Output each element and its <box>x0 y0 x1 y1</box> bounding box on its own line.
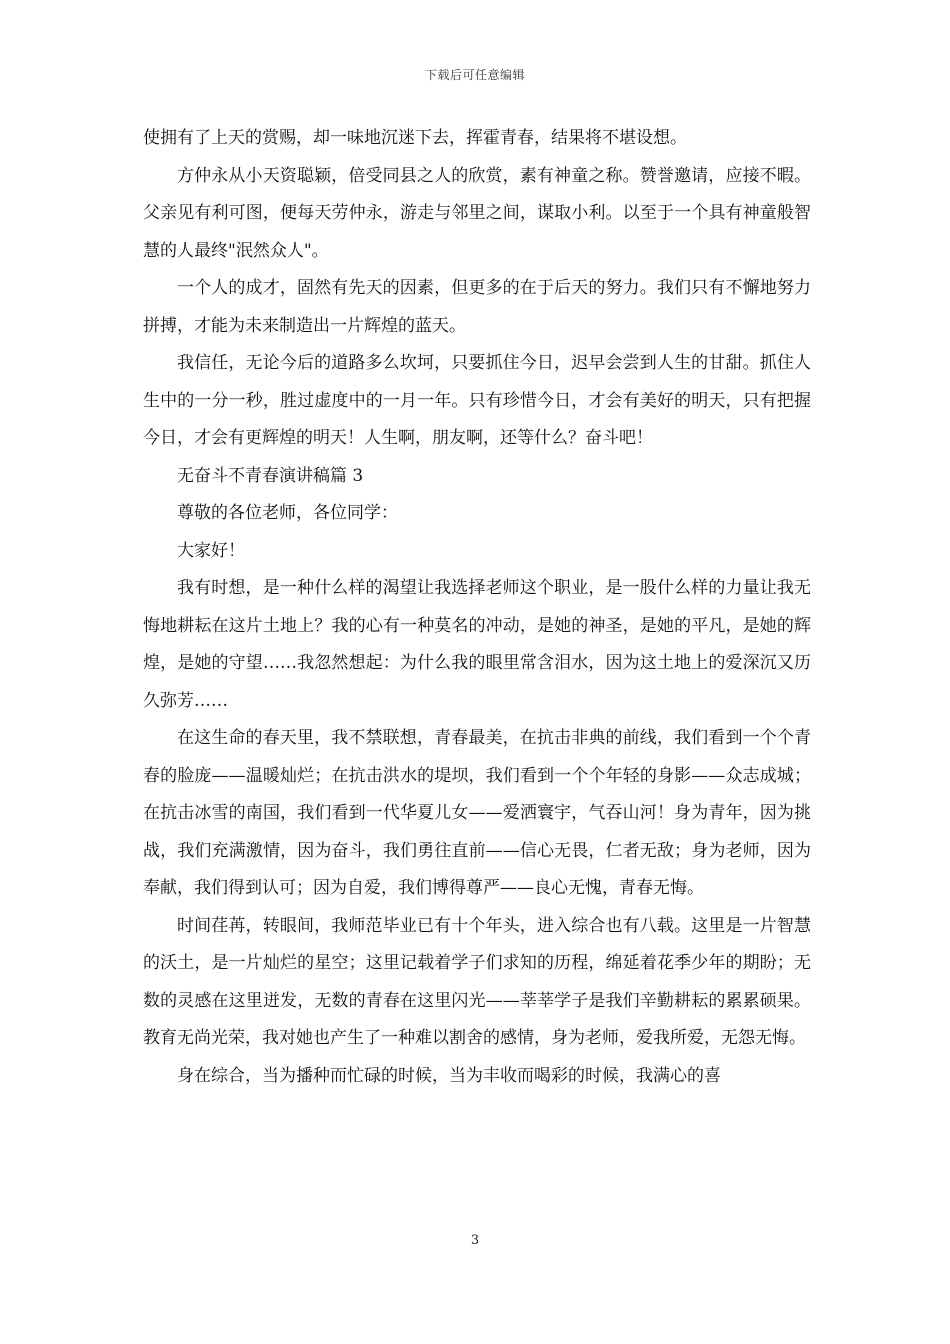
paragraph: 身在综合，当为播种而忙碌的时候，当为丰收而喝彩的时候，我满心的喜 <box>177 1065 721 1086</box>
page-number: 3 <box>470 1233 480 1248</box>
paragraph: 一个人的成才，固然有先天的因素，但更多的在于后天的努力。我们只有不懈地努力拼搏，才能为未来制造出一片辉煌的蓝天。 <box>143 278 811 336</box>
paragraph: 我信任，无论今后的道路多么坎坷，只要抓住今日，迟早会尝到人生的甘甜。抓住人生中的一分一秒，胜过虚度中的一月一年。只有珍惜今日，才会有美好的明天，只有把握今日，才会有更辉煌的明天！人生啊，朋友啊，还等什么？奋斗吧！ <box>143 353 811 448</box>
document-body <box>143 120 811 1095</box>
paragraph: 我有时想，是一种什么样的渴望让我选择老师这个职业，是一股什么样的力量让我无悔地耕耘在这片土地上？我的心有一种莫名的冲动，是她的神圣，是她的平凡，是她的辉煌，是她的守望……我忽然想起：为什么我的眼里常含泪水，因为这土地上的爱深沉又历久弥芳…… <box>143 578 811 711</box>
salutation: 尊敬的各位老师，各位同学： <box>177 503 398 523</box>
section-title: 无奋斗不青春演讲稿篇 3 <box>177 465 364 486</box>
greeting: 大家好！ <box>177 540 245 561</box>
paragraph: 在这生命的春天里，我不禁联想，青春最美，在抗击非典的前线，我们看到一个个青春的脸庞——温暖灿烂；在抗击洪水的堤坝，我们看到一个个年轻的身影——众志成城；在抗击冰雪的南国，我们看到一代华夏儿女——爱洒寰宇，气吞山河！身为青年，因为挑战，我们充满激情，因为奋斗，我们勇往直前——信心无畏，仁者无敌；身为老师，因为奉献，我们得到认可；因为自爱，我们博得尊严——良心无愧，青春无悔。 <box>143 728 811 898</box>
page-header: 下载后可任意编辑 <box>424 68 525 82</box>
paragraph: 方仲永从小天资聪颖，倍受同县之人的欣赏，素有神童之称。赞誉邀请，应接不暇。父亲见有利可图，便每天劳仲永，游走与邻里之间，谋取小利。以至于一个具有神童般智慧的人最终"泯然众人"。 <box>143 165 811 261</box>
paragraph: 时间荏苒，转眼间，我师范毕业已有十个年头，进入综合也有八载。这里是一片智慧的沃土，是一片灿烂的星空；这里记载着学子们求知的历程，绵延着花季少年的期盼；无数的灵感在这里迸发，无数的青春在这里闪光——莘莘学子是我们辛勤耕耘的累累硕果。教育无尚光荣，我对她也产生了一种难以割舍的感情，身为老师，爱我所爱，无怨无悔。 <box>143 915 811 1048</box>
paragraph-continuation: 使拥有了上天的赏赐，却一味地沉迷下去，挥霍青春，结果将不堪设想。 <box>143 128 687 148</box>
